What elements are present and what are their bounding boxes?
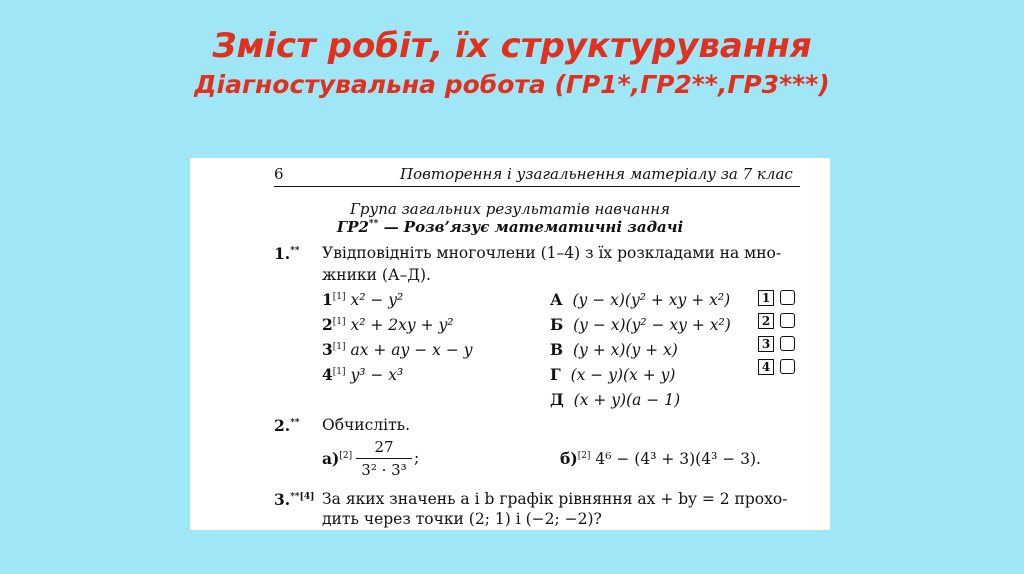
answer-number-box: 3 [758,336,774,352]
task2-a-tail: ; [414,449,420,467]
group-title: Група загальних результатів навчання [349,200,671,218]
task3-number: 3.$^{**[4]}$ [274,490,315,509]
answer-checkbox[interactable] [780,359,795,374]
task1-option-d: Д (x + y)(a − 1) [550,390,681,409]
answer-number-box: 1 [758,290,774,306]
answer-checkbox[interactable] [780,313,795,328]
task1-option-a: А (y − x)(y² + xy + x²) [550,290,731,309]
task1-option-v: В (y + x)(y + x) [550,340,678,359]
page-header [274,164,800,187]
fraction-denominator: 3² · 3³ [361,461,407,479]
task1-item-4: 4[1] y³ − x³ [322,365,404,384]
page-number: 6 [274,165,284,183]
task1-text-line2: жники (А–Д). [322,266,431,284]
task3-text-line2: дить через точки (2; 1) і (−2; −2)? [322,510,602,528]
slide-title: Зміст робіт, їх структурування [212,26,812,66]
task1-item-1: 1[1] x² − y² [322,290,404,309]
task2-number: 2.** [274,416,300,435]
task3-text-line1: За яких значень a і b графік рівняння ax + by = 2 прохо- [322,490,788,508]
task1-item-2: 2[1] x² + 2xy + y² [322,315,454,334]
answer-checkbox[interactable] [780,336,795,351]
answer-number-box: 4 [758,359,774,375]
fraction-numerator: 27 [374,438,394,456]
task2-b: б)[2] 4⁶ − (4³ + 3)(4³ − 3). [560,449,761,468]
task1-option-g: Г (x − y)(x + y) [550,365,676,384]
task1-item-3: 3[1] ax + ay − x − y [322,340,473,359]
answer-number-box: 2 [758,313,774,329]
task2-a-fraction [356,438,412,479]
task1-text-line1: Увідповідніть многочлени (1–4) з їх розкладами на мно- [322,244,782,262]
group-heading: ГР2** — Розв’язує математичні задачі [336,218,684,236]
slide-subtitle: Діагностувальна робота (ГР1*,ГР2**,ГР3***) [194,70,830,99]
textbook-page [190,158,830,530]
page-header-title: Повторення і узагальнення матеріалу за 7 клас [400,165,793,183]
answer-checkbox[interactable] [780,290,795,305]
task1-option-b: Б (y − x)(y² − xy + x²) [550,315,731,334]
task1-number: 1.** [274,244,300,263]
task2-a-label: а)[2] [322,449,353,468]
task2-text: Обчисліть. [322,416,411,434]
